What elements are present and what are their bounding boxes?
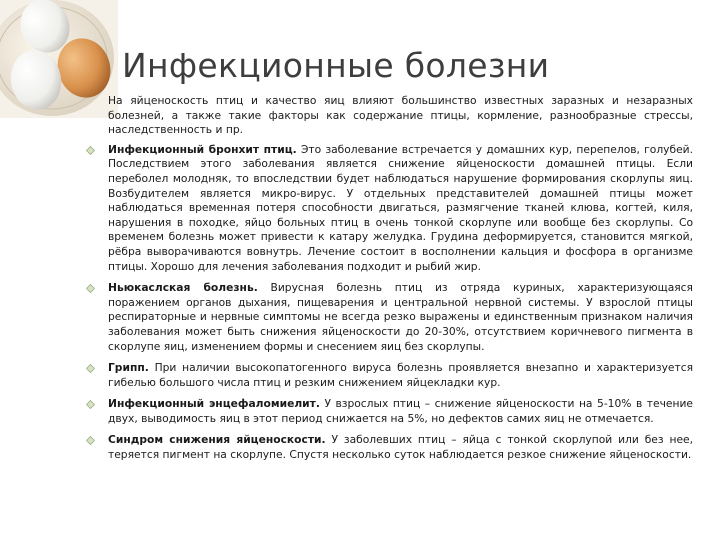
intro-paragraph: На яйценоскость птиц и качество яиц влияют большинство известных заразных и незаразных болезней, а также такие факторы как содержание птицы, кормление, разнообразные стрессы, наследственность и пр. xyxy=(108,94,693,137)
list-item xyxy=(85,281,693,354)
diamond-bullet-icon xyxy=(86,146,95,155)
diamond-bullet-icon xyxy=(86,284,95,293)
item-term: Инфекционный бронхит птиц. xyxy=(108,142,297,156)
item-term: Грипп. xyxy=(108,361,149,375)
item-text: При наличии высокопатогенного вируса болезнь проявляется внезапно и характеризуется гибелью большого числа птиц и резким снижением яйцекладки кур. xyxy=(108,361,693,389)
diamond-bullet-icon xyxy=(86,400,95,409)
diamond-bullet-icon xyxy=(86,436,95,445)
list-item xyxy=(85,143,693,274)
item-term: Инфекционный энцефаломиелит. xyxy=(108,397,320,411)
item-text: У заболевших птиц – яйца с тонкой скорлупой или без нее, теряется пигмент на скорлупе. Спустя несколько суток наблюдается резкое снижение яйценоскости. xyxy=(108,433,693,462)
item-term: Синдром снижения яйценоскости. xyxy=(108,433,326,447)
list-item xyxy=(85,361,693,390)
item-term: Ньюкаслская болезнь. xyxy=(108,281,258,295)
diamond-bullet-icon xyxy=(86,364,95,373)
slide-title: Инфекционные болезни xyxy=(122,46,550,85)
list-item xyxy=(85,397,693,426)
item-text: У взрослых птиц – снижение яйценоскости на 5-10% в течение двух, выводимость яиц в этот период снижается на 5%, но дефектов самих яиц не отмечается. xyxy=(108,397,694,425)
item-text: Вирусная болезнь птиц из отряда куриных, характеризующаяся поражением органов дыхания, пищеварения и центральной нервной системы. У взрослой птицы респираторные и нервные симптомы не всегда резко выражены и единственным признаком наличия заболевания может быть снижения яйценоскости до 20-30%, отсутствием коричневого пигмента в скорлупе яиц, изменением формы и снесением яиц без скорлупы. xyxy=(108,281,693,353)
list-item xyxy=(85,433,693,462)
slide-content xyxy=(85,94,693,470)
item-text: Это заболевание встречается у домашних кур, перепелов, голубей. Последствием этого заболевания является снижение яйценоскости домашней птицы. Если переболел молодняк, то впоследствии будет наблюдаться нарушение формирования скорлупы яиц. Возбудителем является микро-вирус. У отдельных представителей домашней птицы может наблюдаться временная потеря способности двигаться, размягчение тканей клюва, когтей, киля, нарушения в походке, яйцо больных птиц в очень тонкой скорлупе или вообще без скорлупы. Со временем болезнь может привести к катару желудка. Грудина деформируется, становится мягкой, рёбра выворачиваются вовнутрь. Лечение состоит в восполнении кальция и фосфора в организме птицы. Хорошо для лечения заболевания подходит и рыбий жир. xyxy=(108,142,693,273)
